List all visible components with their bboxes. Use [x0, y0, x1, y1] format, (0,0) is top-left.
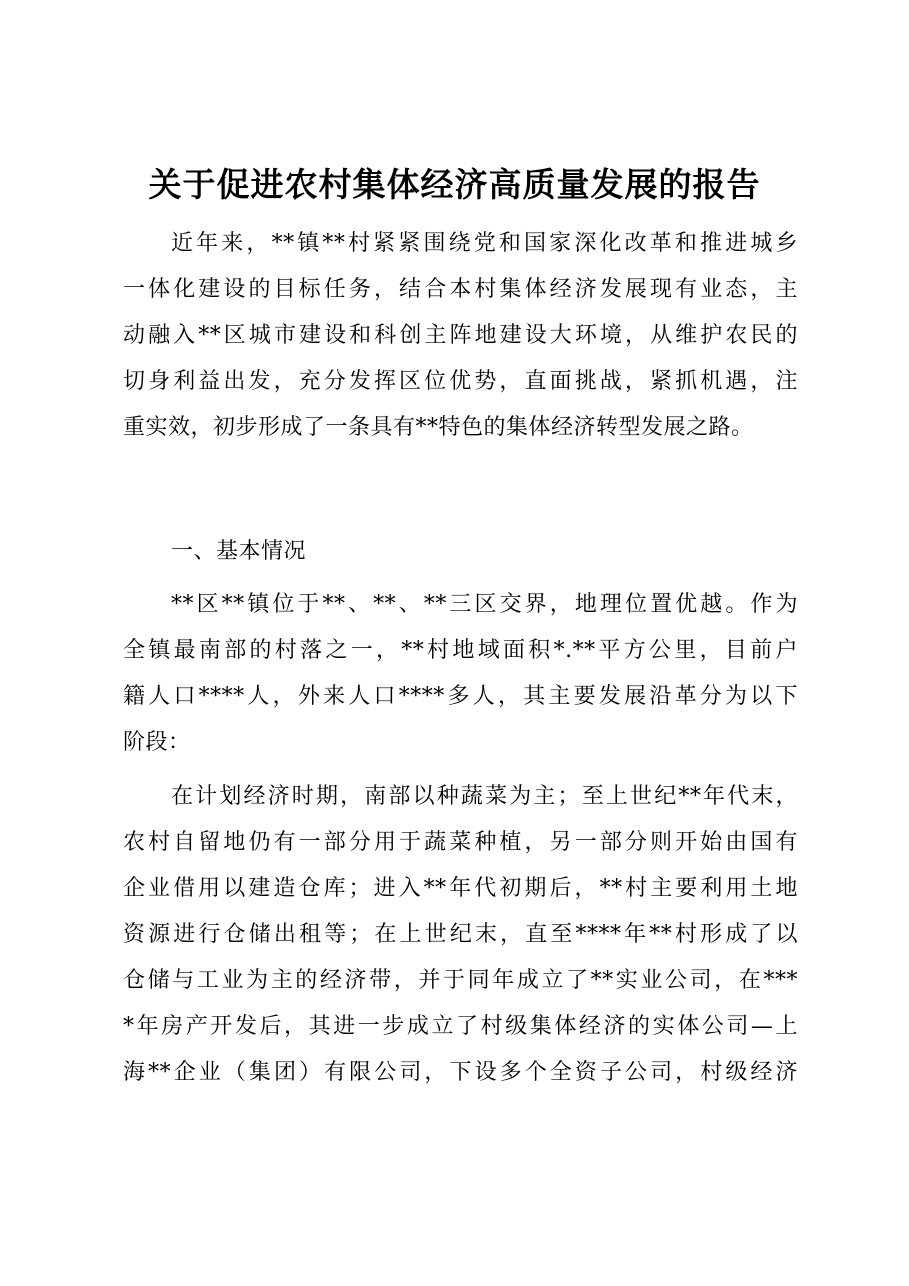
text-line: 重实效，初步形成了一条具有**特色的集体经济转型发展之路。 [123, 415, 754, 440]
text-line: **区**镇位于**、**、**三区交界，地理位置优越。作为 [171, 592, 798, 617]
section-1 [123, 529, 798, 575]
text-line: 切身利益出发，充分发挥区位优势，直面挑战，紧抓机遇，注 [123, 369, 798, 394]
text-line: 仓储与工业为主的经济带，并于同年成立了**实业公司，在*** [123, 968, 798, 993]
text-line: *年房产开发后，其进一步成立了村级集体经济的实体公司—上 [123, 1014, 798, 1039]
text-line: 海**企业（集团）有限公司，下设多个全资子公司，村级经济 [123, 1060, 798, 1085]
section-heading: 一、基本情况 [171, 539, 307, 564]
text-line: 企业借用以建造仓库；进入**年代初期后，**村主要利用土地 [123, 876, 798, 901]
section-1-paragraph-1 [123, 582, 798, 766]
intro-paragraph [123, 221, 798, 451]
text-line: 阶段： [123, 730, 191, 755]
text-line: 农村自留地仍有一部分用于蔬菜种植，另一部分则开始由国有 [123, 830, 798, 855]
text-line: 近年来，**镇**村紧紧围绕党和国家深化改革和推进城乡 [171, 231, 798, 256]
text-line: 籍人口****人，外来人口****多人，其主要发展沿革分为以下 [123, 684, 798, 709]
document-title: 关于促进农村集体经济高质量发展的报告 [148, 165, 761, 204]
text-line: 动融入**区城市建设和科创主阵地建设大环境，从维护农民的 [123, 323, 798, 348]
section-1-paragraph-2 [123, 774, 798, 1096]
text-line: 在计划经济时期，南部以种蔬菜为主；至上世纪**年代末， [171, 784, 798, 809]
text-line: 全镇最南部的村落之一，**村地域面积*.**平方公里，目前户 [123, 638, 798, 663]
text-line: 一体化建设的目标任务，结合本村集体经济发展现有业态，主 [123, 277, 798, 302]
text-line: 资源进行仓储出租等；在上世纪末，直至****年**村形成了以 [123, 922, 798, 947]
